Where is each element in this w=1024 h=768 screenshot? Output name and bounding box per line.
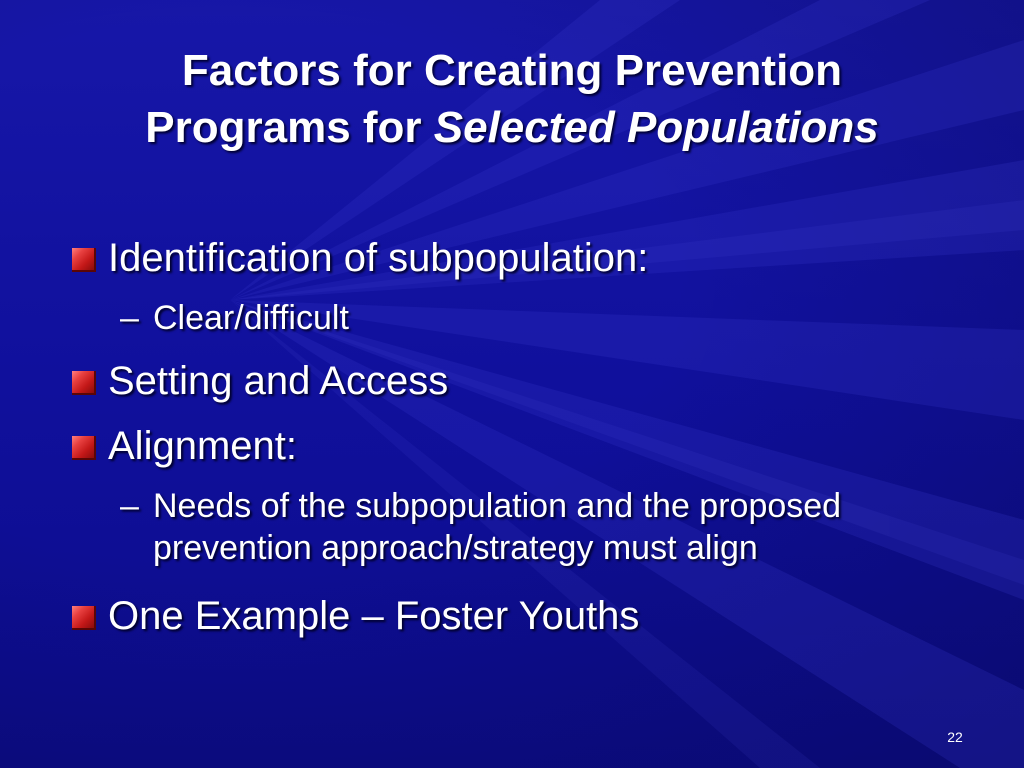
bullet-text: Setting and Access: [108, 359, 449, 403]
title-line-1: Factors for Creating Prevention: [181, 46, 843, 95]
sub-bullet-text: [153, 485, 841, 569]
bullet-square-icon: [72, 371, 96, 395]
page-number: 22: [947, 729, 963, 745]
bullet-square-icon: [72, 606, 96, 630]
bullet-square-icon: [72, 248, 96, 272]
dash-icon: –: [120, 487, 139, 525]
title-italic: Selected Populations: [433, 103, 879, 152]
sub-bullet-line: Clear/difficult: [153, 299, 349, 337]
bullet-text: Alignment:: [108, 424, 297, 468]
dash-icon: –: [120, 299, 139, 337]
bullet-text: One Example – Foster Youths: [108, 594, 640, 638]
bullet-text: Identification of subpopulation:: [108, 236, 649, 280]
sub-bullet-text: [153, 297, 349, 339]
bullet-square-icon: [72, 436, 96, 460]
sub-bullet-line: Needs of the subpopulation and the proposed: [153, 487, 842, 525]
title-prefix: Programs for: [145, 103, 434, 152]
sub-bullet-line: prevention approach/strategy must align: [153, 529, 758, 567]
